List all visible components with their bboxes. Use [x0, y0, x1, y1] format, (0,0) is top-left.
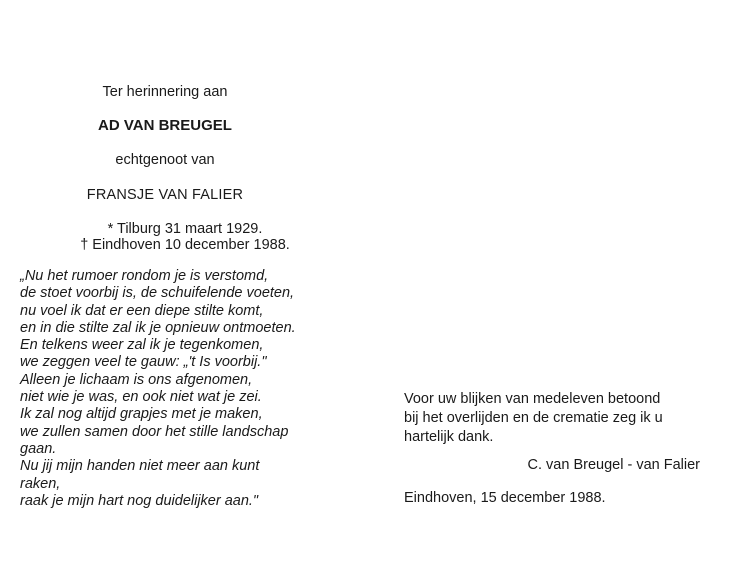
left-panel	[15, 0, 345, 576]
poem	[20, 268, 350, 510]
poem-line: En telkens weer zal ik je tegenkomen,	[20, 337, 264, 354]
spouse-name: FRANSJE VAN FALIER	[86, 187, 244, 203]
poem-line: Nu jij mijn handen niet meer aan kunt	[20, 458, 260, 475]
place-date: Eindhoven, 15 december 1988.	[404, 490, 606, 506]
poem-line: nu voel ik dat er een diepe stilte komt,	[20, 302, 264, 319]
poem-line: en in die stilte zal ik je opnieuw ontmoeten.	[20, 319, 296, 336]
spouse-label: echtgenoot van	[115, 152, 215, 168]
signature: C. van Breugel - van Falier	[527, 457, 700, 473]
poem-line: gaan.	[20, 440, 57, 457]
poem-line: niet wie je was, en ook niet wat je zei.	[20, 389, 262, 406]
poem-line: raak je mijn hart nog duidelijker aan."	[20, 492, 259, 509]
death-line: † Eindhoven 10 december 1988.	[80, 237, 290, 253]
thanks-line: hartelijk dank.	[404, 429, 494, 445]
poem-line: de stoet voorbij is, de schuifelende voeten,	[20, 285, 295, 302]
poem-line: „Nu het rumoer rondom je is verstomd,	[20, 268, 269, 284]
intro-text: Ter herinnering aan	[102, 84, 228, 100]
poem-line: we zeggen veel te gauw: „'t Is voorbij."	[20, 354, 267, 371]
thanks-message	[404, 390, 724, 447]
thanks-line: bij het overlijden en de crematie zeg ik u	[404, 410, 663, 426]
right-panel	[404, 0, 724, 576]
deceased-name: AD VAN BREUGEL	[98, 117, 232, 134]
birth-line: * Tilburg 31 maart 1929.	[107, 221, 263, 237]
poem-line: Alleen je lichaam is ons afgenomen,	[20, 371, 253, 388]
poem-line: we zullen samen door het stille landschap	[20, 423, 289, 440]
thanks-line: Voor uw blijken van medeleven betoond	[404, 391, 661, 407]
poem-line: Ik zal nog altijd grapjes met je maken,	[20, 406, 263, 423]
poem-line: raken,	[20, 475, 61, 492]
